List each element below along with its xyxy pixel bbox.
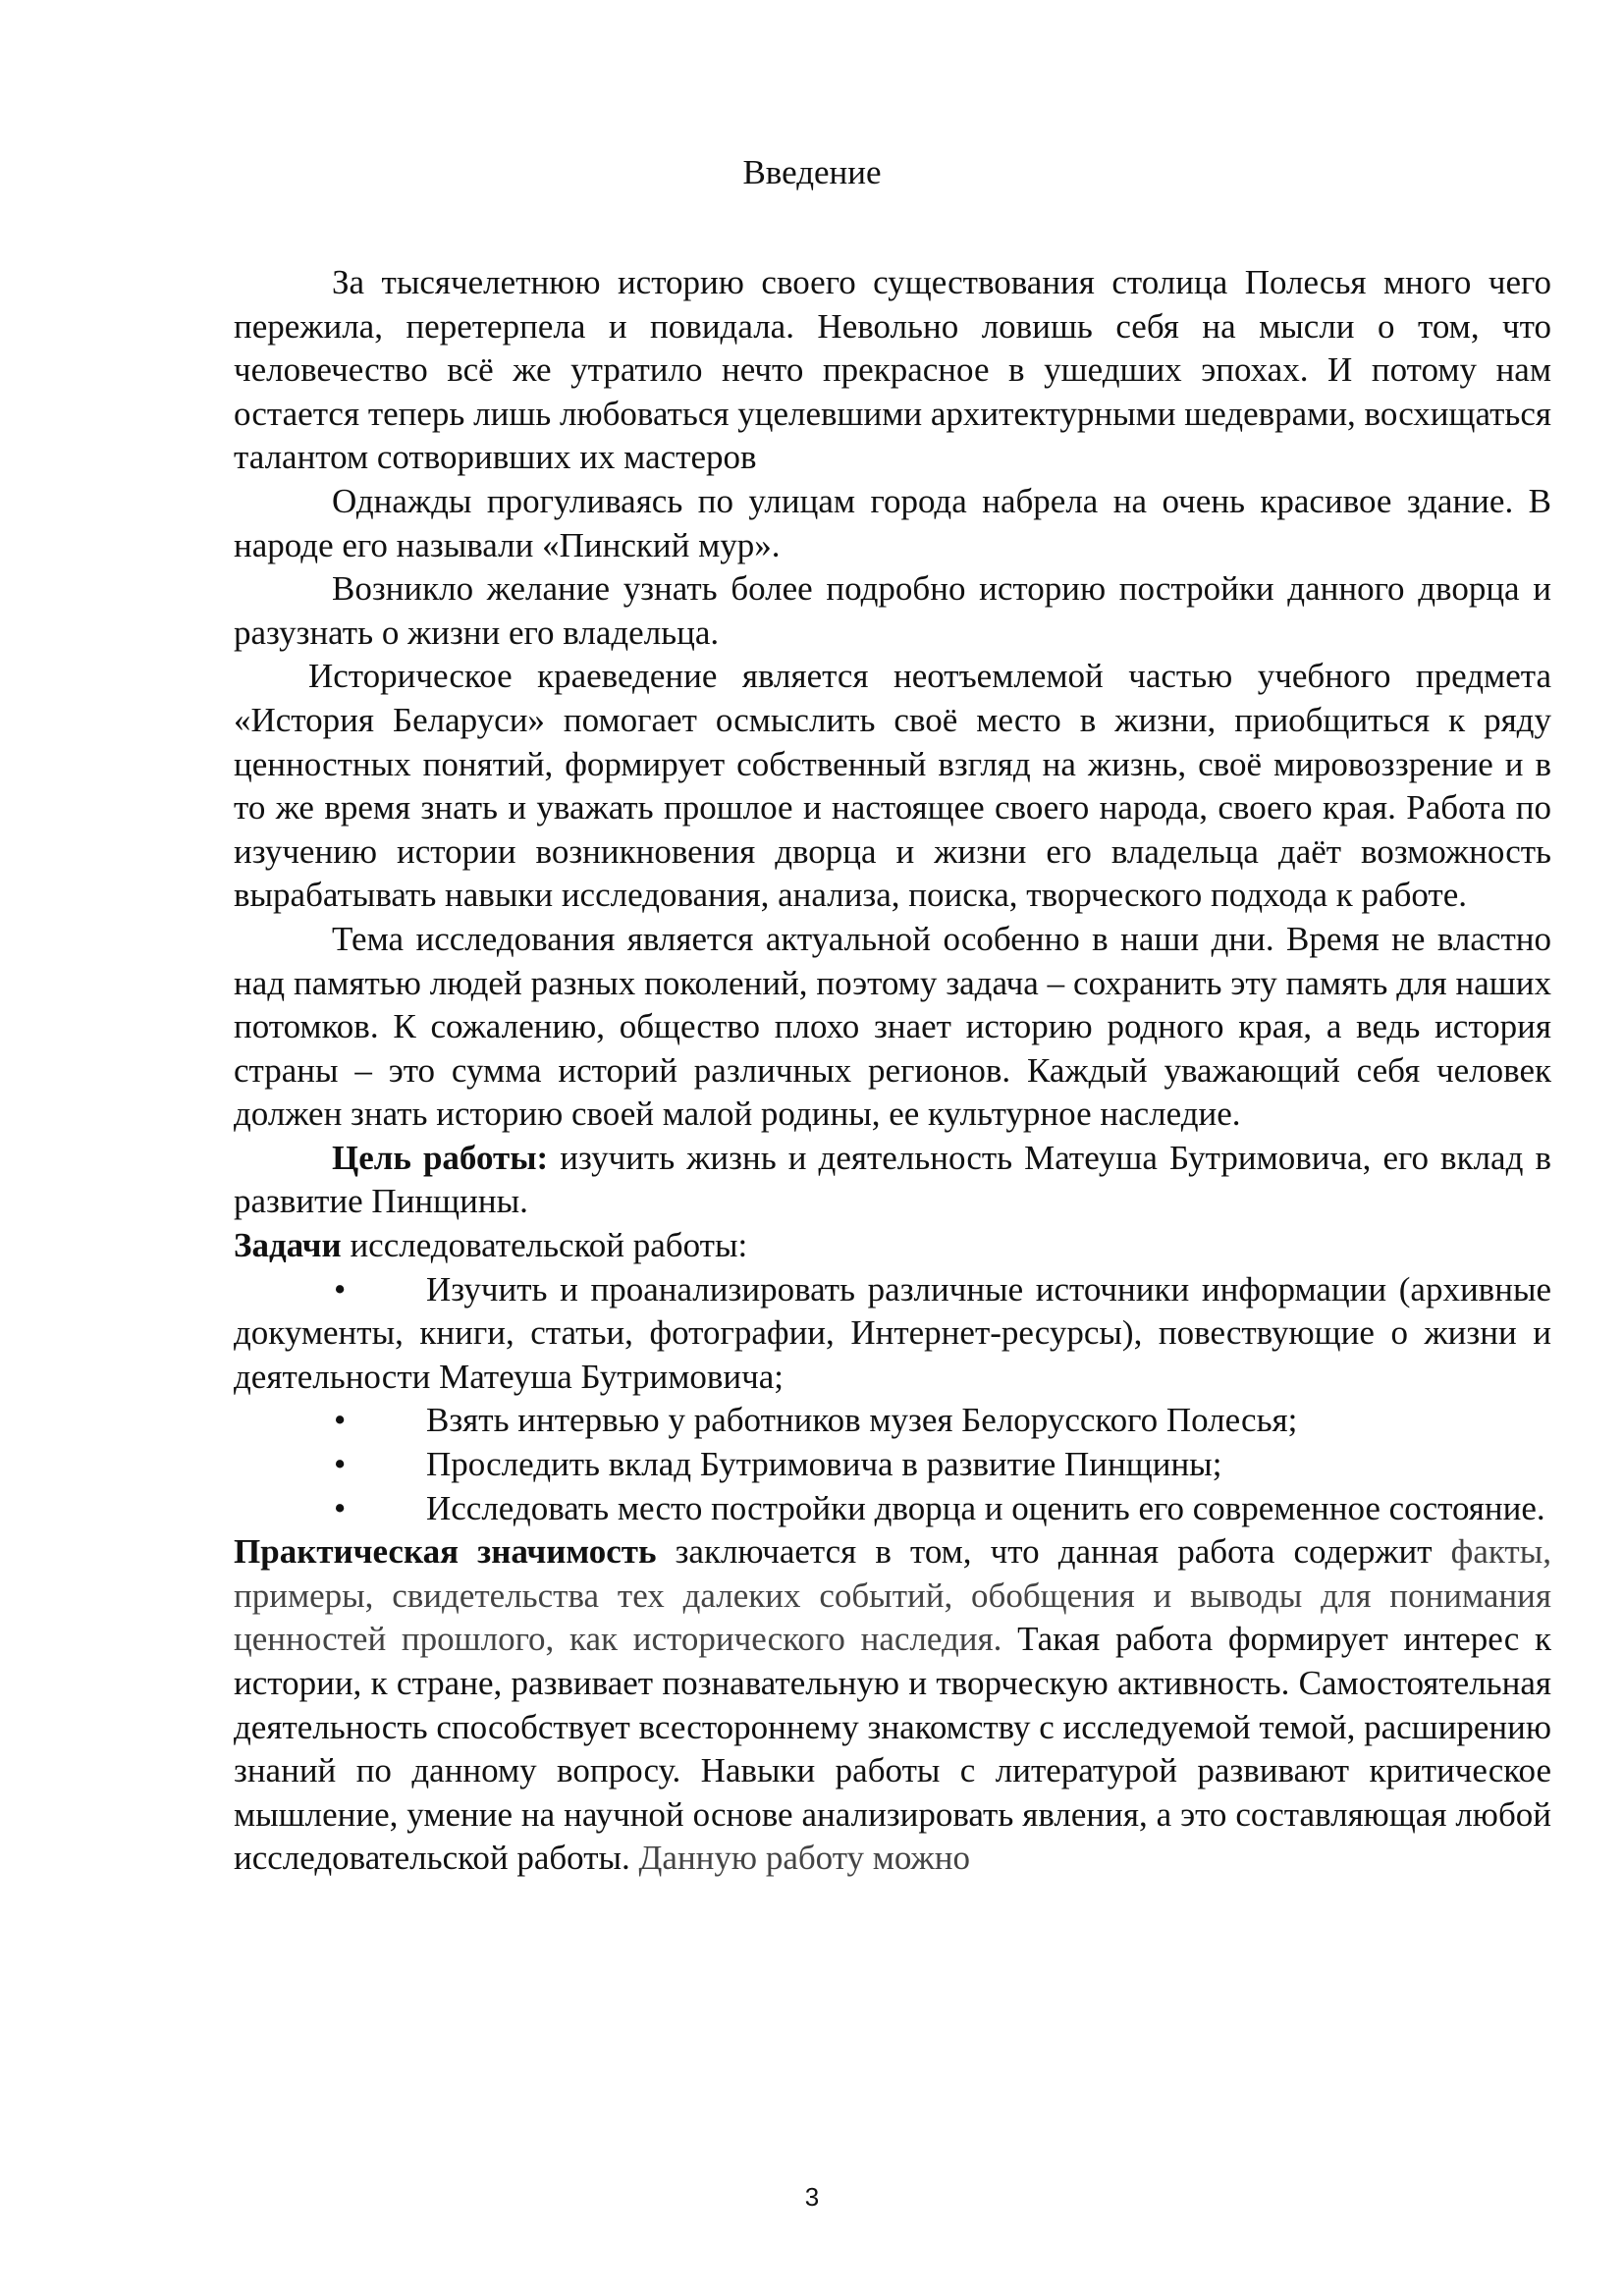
- list-item-text: Изучить и проанализировать различные источники информации (архивные документы, книги, статьи, фотографии, Интернет-ресурсы), повествующие о жизни и деятельности Матеуша Бутримовича;: [234, 1269, 1551, 1396]
- paragraph-goal: [234, 1137, 1551, 1224]
- significance-label: Практическая значимость: [234, 1532, 657, 1572]
- paragraph-walk: Однажды прогуливаясь по улицам города набрела на очень красивое здание. В народе его называли «Пинский мур».: [234, 481, 1551, 564]
- page-number: 3: [804, 2182, 820, 2212]
- list-item: [234, 1399, 1551, 1443]
- list-item: [234, 1443, 1551, 1487]
- paragraph-significance: [234, 1530, 1551, 1881]
- significance-text-d: Данную работу можно: [629, 1839, 970, 1878]
- paragraph-desire: Возникло желание узнать более подробно историю постройки данного дворца и разузнать о жизни его владельца.: [234, 569, 1551, 652]
- significance-text-c: Такая работа формирует интерес к истории, к стране, развивает познавательную и творческую активность. Самостоятельная деятельность способствует всестороннему знакомству с исследуемой темой, расширению знаний по данному вопросу. Навыки работы с литературой развивают критическое мышление, умение на научной основе анализировать явления, а это составляющая любой исследовательской работы.: [234, 1620, 1551, 1878]
- list-item: [234, 1268, 1551, 1400]
- tasks-text: исследовательской работы:: [341, 1226, 748, 1265]
- bullet-icon: •: [334, 1401, 347, 1440]
- page-title: Введение: [742, 153, 882, 191]
- list-item: [234, 1487, 1551, 1531]
- bullet-icon: •: [334, 1269, 347, 1308]
- bullet-icon: •: [334, 1488, 347, 1527]
- paragraph-relevance: Тема исследования является актуальной особенно в наши дни. Время не властно над памятью людей разных поколений, поэтому задача – сохранить эту память для наших потомков. К сожалению, общество плохо знает историю родного края, а ведь история страны – это сумма историй различных регионов. Каждый уважающий себя человек должен знать историю своей малой родины, ее культурное наследие.: [234, 919, 1551, 1134]
- bullet-icon: •: [334, 1445, 347, 1484]
- tasks-list: [234, 1268, 1551, 1531]
- significance-text-b: факты, примеры, свидетельства тех далеких событий, обобщения и выводы для понимания ценностей прошлого, как исторического наследия.: [234, 1532, 1551, 1659]
- paragraph-tasks: [234, 1224, 1551, 1268]
- tasks-label: Задачи: [234, 1226, 342, 1265]
- list-item-text: Взять интервью у работников музея Белорусского Полесья;: [426, 1401, 1298, 1440]
- paragraph-local-history: Историческое краеведение является неотъемлемой частью учебного предмета «История Беларуси» помогает осмыслить своё место в жизни, приобщиться к ряду ценностных понятий, формирует собственный взгляд на жизнь, своё мировоззрение и в то же время знать и уважать прошлое и настоящее своего народа, своего края. Работа по изучению истории возникновения дворца и жизни его владельца даёт возможность вырабатывать навыки исследования, анализа, поиска, творческого подхода к работе.: [234, 657, 1551, 915]
- list-item-text: Исследовать место постройки дворца и оценить его современное состояние.: [426, 1488, 1545, 1527]
- goal-text: изучить жизнь и деятельность Матеуша Бутримовича, его вклад в развитие Пинщины.: [234, 1138, 1551, 1221]
- significance-text-a: заключается в том, что данная работа содержит: [656, 1532, 1451, 1572]
- document-body: [234, 261, 1551, 1881]
- list-item-text: Проследить вклад Бутримовича в развитие Пинщины;: [426, 1445, 1222, 1484]
- goal-label: Цель работы:: [332, 1138, 549, 1177]
- paragraph-intro: За тысячелетнюю историю своего существования столица Полесья много чего пережила, перетерпела и повидала. Невольно ловишь себя на мысли о том, что человечество всё же утратило нечто прекрасное в ушедших эпохах. И потому нам остается теперь лишь любоваться уцелевшими архитектурными шедеврами, восхищаться талантом сотворивших их мастеров: [234, 263, 1551, 477]
